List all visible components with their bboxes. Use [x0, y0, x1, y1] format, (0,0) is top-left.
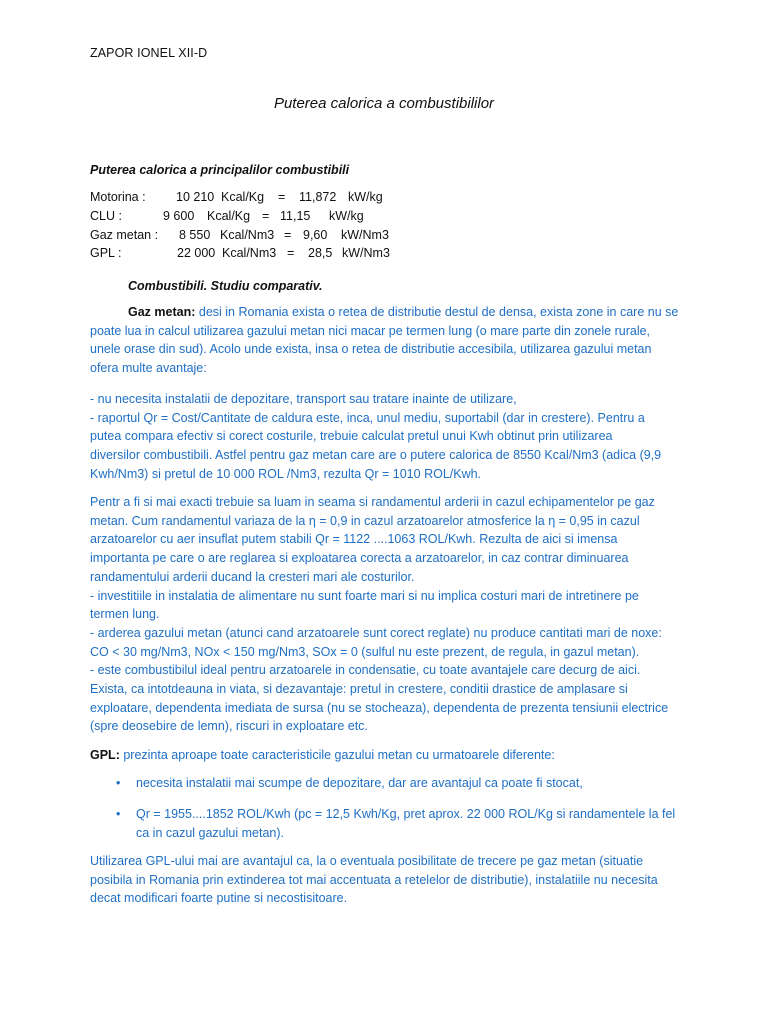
paragraph-line: posibila in Romania prin extinderea tot mai accentuata a retelelor de distributie), instalatiile nu necesita: [90, 872, 658, 887]
efficiency-paragraph: [90, 493, 678, 736]
gaz-metan-paragraph: [90, 303, 678, 378]
section-subtitle: Puterea calorica a principalilor combustibili: [90, 163, 350, 177]
fuel-eq: =: [284, 228, 292, 242]
paragraph-line: [90, 746, 678, 765]
bullet-line: necesita instalatii mai scumpe de depozitare, dar are avantajul ca poate fi stocat,: [136, 776, 583, 790]
fuel-kw: 11,872: [299, 190, 337, 204]
advantages-paragraph: [90, 390, 678, 484]
paragraph-line: Exista, ca intotdeauna in viata, si dezavantaje: pretul in crestere, conditii drastice de amplasare si: [90, 682, 628, 697]
fuel-eq: =: [262, 209, 270, 223]
fuel-kcal: 9 600: [163, 209, 195, 223]
paragraph-line: exploatare, dependenta imediata de sursa (nu se stocheaza), dependenta de prezenta tensiunii electrice: [90, 700, 669, 715]
gpl-label: GPL:: [90, 748, 120, 762]
fuel-kw-unit: kW/kg: [348, 190, 383, 204]
fuel-kcal-unit: Kcal/Kg: [221, 190, 265, 204]
paragraph-line: CO < 30 mg/Nm3, NOx < 150 mg/Nm3, SOx = 0 (sulful nu este prezent, de regula, in gazul metan).: [90, 644, 640, 659]
paragraph-line: [90, 303, 678, 322]
bullet-text: [136, 805, 696, 842]
fuel-kw-unit: kW/kg: [329, 209, 364, 223]
author-line: ZAPOR IONEL XII-D: [90, 46, 208, 60]
fuel-kw: 9,60: [303, 228, 328, 242]
paragraph-line: putea compara efectiv si corect costurile, trebuie calculat pretul unui Kwh obtinut prin utilizarea: [90, 429, 613, 444]
fuel-kcal-unit: Kcal/Nm3: [222, 246, 277, 260]
paragraph-line: Kwh/Nm3) si pretul de 10 000 ROL /Nm3, rezulta Qr = 1010 ROL/Kwh.: [90, 466, 482, 481]
bullet-text: [136, 774, 696, 793]
paragraph-line: - arderea gazului metan (atunci cand arzatoarele sunt corect reglate) nu produce cantitati mari de noxe:: [90, 625, 662, 640]
paragraph-line: - raportul Qr = Cost/Cantitate de caldura este, inca, unul mediu, suportabil (dar in crestere). Pentru a: [90, 410, 645, 425]
paragraph-line: ofera multe avantaje:: [90, 361, 207, 376]
paragraph-line: termen lung.: [90, 607, 160, 622]
fuel-kcal-unit: Kcal/Nm3: [220, 228, 275, 242]
fuel-name: GPL :: [90, 246, 122, 260]
gaz-metan-text: desi in Romania exista o retea de distributie destul de densa, exista zone in care nu se: [198, 305, 679, 319]
fuel-kw-unit: kW/Nm3: [342, 246, 390, 260]
fuel-kcal: 22 000: [177, 246, 216, 260]
paragraph-line: - este combustibilul ideal pentru arzatoarele in condensatie, cu toate avantajele care decurg de aici.: [90, 663, 641, 678]
fuel-kcal: 10 210: [176, 190, 215, 204]
paragraph-line: decat modificari foarte putine si necostisitoare.: [90, 891, 348, 906]
paragraph-line: Pentr a fi si mai exacti trebuie sa luam in seama si randamentul arderii in cazul echipamentelor pe gaz: [90, 495, 655, 509]
fuel-eq: =: [278, 190, 286, 204]
document-title: Puterea calorica a combustibililor: [273, 95, 495, 112]
conclusion-paragraph: [90, 852, 678, 908]
paragraph-line: poate lua in calcul utilizarea gazului metan nici macar pe termen lung (o mare parte din zonele rurale,: [90, 323, 651, 338]
paragraph-line: unele orase din sud). Acolo unde exista, insa o retea de distributie accesibila, utilizarea gazului metan: [90, 342, 652, 357]
paragraph-line: Utilizarea GPL-ului mai are avantajul ca, la o eventuala posibilitate de trecere pe gaz metan (situatie: [90, 854, 644, 868]
fuel-kw: 11,15: [280, 209, 311, 223]
paragraph-line: randamentului arderii ducand la cresteri mari ale costurilor.: [90, 569, 415, 584]
gaz-metan-label: Gaz metan:: [128, 305, 196, 319]
fuel-kcal: 8 550: [179, 228, 211, 242]
fuel-kcal-unit: Kcal/Kg: [207, 209, 251, 223]
fuel-name: Gaz metan :: [90, 228, 159, 242]
gpl-paragraph: [90, 746, 678, 765]
comparative-heading: Combustibili. Studiu comparativ.: [128, 279, 323, 293]
fuel-kw-unit: kW/Nm3: [341, 228, 389, 242]
bullet-line: Qr = 1955....1852 ROL/Kwh (pc = 12,5 Kwh/Kg, pret aprox. 22 000 ROL/Kg si randamentele la fel: [136, 807, 676, 821]
paragraph-line: - investitiile in instalatia de alimentare nu sunt foarte mari si nu implica costuri mari de intretinere pe: [90, 588, 639, 603]
gpl-text: prezinta aproape toate caracteristicile gazului metan cu urmatoarele diferente:: [119, 748, 555, 762]
bullet-icon: •: [116, 776, 121, 790]
paragraph-line: metan. Cum randamentul variaza de la η = 0,9 in cazul arzatoarelor atmosferice la η = 0,95 in cazul: [90, 513, 640, 528]
paragraph-line: - nu necesita instalatii de depozitare, transport sau tratare inainte de utilizare,: [90, 392, 517, 406]
bullet-line: ca in cazul gazului metan).: [136, 825, 284, 840]
fuel-eq: =: [287, 246, 295, 260]
fuel-name: CLU :: [90, 209, 122, 223]
paragraph-line: arzatoarelor cu aer insuflat putem stabili Qr = 1122 ....1063 ROL/Kwh. Rezulta de aici si imensa: [90, 532, 618, 547]
paragraph-line: (spre deosebire de lemn), riscuri in exploatare etc.: [90, 719, 368, 734]
paragraph-line: importanta pe care o are reglarea si exploatarea corecta a arzatoarelor, in caz contrar diminuarea: [90, 551, 629, 566]
bullet-icon: •: [116, 807, 121, 821]
paragraph-line: diversilor combustibili. Astfel pentru gaz metan care are o putere calorica de 8550 Kcal/Nm3 (adica (9,9: [90, 448, 662, 463]
fuel-kw: 28,5: [308, 246, 333, 260]
fuel-name: Motorina :: [90, 190, 146, 204]
